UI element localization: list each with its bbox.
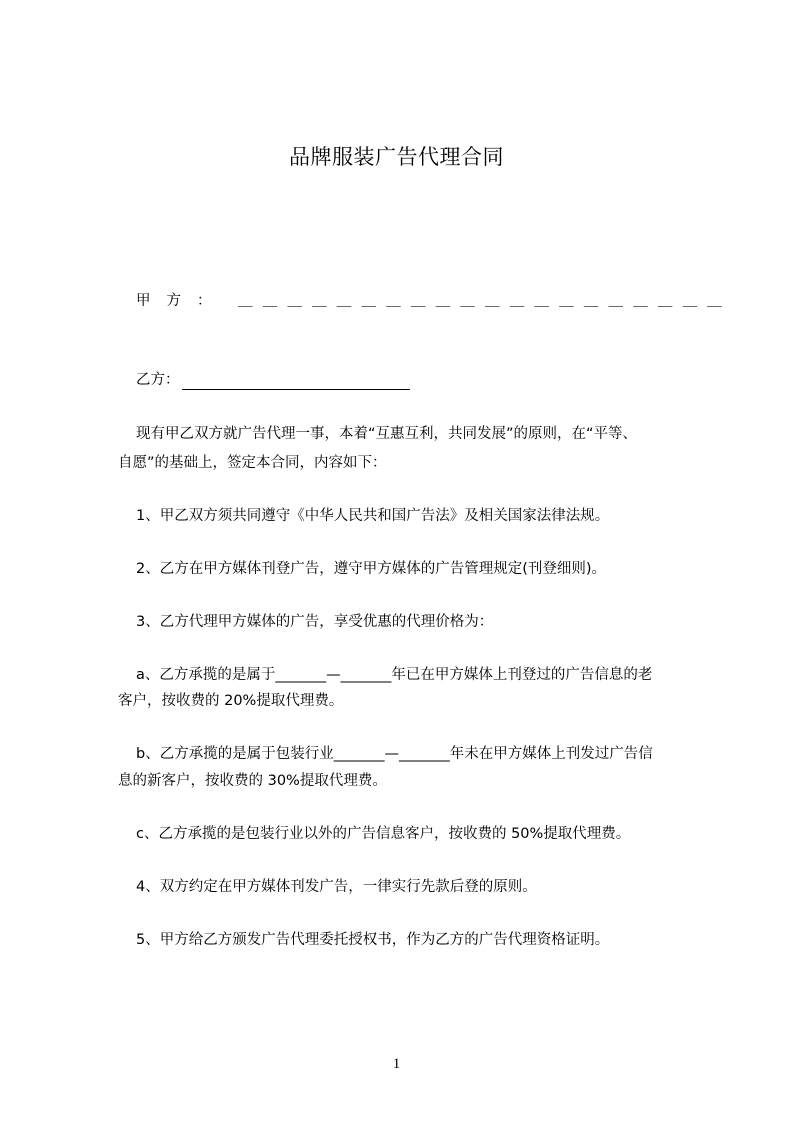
clause-3b-line-1: b、乙方承揽的是属于包装行业_______—_______年未在甲方媒体上刊发过广告信 [136, 746, 653, 762]
document-title: 品牌服装广告代理合同 [289, 145, 504, 169]
party-b-blank [182, 373, 410, 390]
clause-3c: c、乙方承揽的是包装行业以外的广告信息客户，按收费的 50%提取代理费。 [136, 826, 631, 842]
intro-line-2: 自愿”的基础上，签定本合同，内容如下： [118, 455, 387, 471]
clause-5: 5、甲方给乙方颁发广告代理委托授权书，作为乙方的广告代理资格证明。 [136, 932, 610, 948]
clause-1: 1、甲乙双方须共同遵守《中华人民共和国广告法》及相关国家法律法规。 [136, 508, 610, 524]
clause-3a-line-2: 客户，按收费的 20%提取代理费。 [118, 693, 344, 709]
party-b-label: 乙方： [136, 372, 180, 388]
clause-3a-line-1: a、乙方承揽的是属于_______—_______年已在甲方媒体上刊登过的广告信息的老 [136, 667, 653, 683]
clause-3: 3、乙方代理甲方媒体的广告，享受优惠的代理价格为： [136, 614, 494, 630]
page-number: 1 [392, 1056, 401, 1072]
party-a-label: 甲方： [136, 293, 228, 309]
party-b-field [136, 370, 410, 390]
intro-line-1: 现有甲乙双方就广告代理一事，本着“互惠互利，共同发展”的原则，在“平等、 [136, 426, 638, 442]
clause-2: 2、乙方在甲方媒体刊登广告，遵守甲方媒体的广告管理规定(刊登细则)。 [136, 561, 607, 577]
clause-4: 4、双方约定在甲方媒体刊发广告，一律实行先款后登的原则。 [136, 879, 537, 895]
party-a-field [136, 291, 732, 311]
clause-3b-line-2: 息的新客户，按收费的 30%提取代理费。 [118, 773, 387, 789]
party-a-blank: ＿＿＿＿＿＿＿＿＿＿＿＿＿＿＿＿＿＿＿＿ [238, 293, 732, 309]
